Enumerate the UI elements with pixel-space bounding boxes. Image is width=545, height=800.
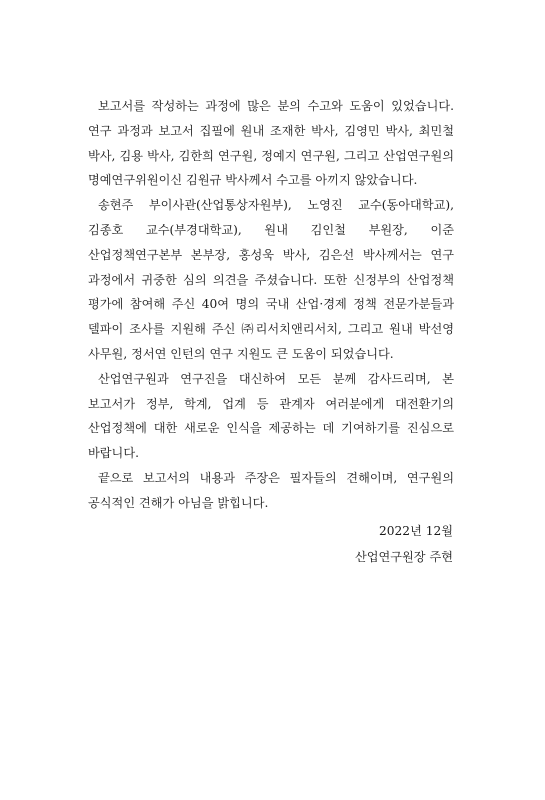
paragraph-gratitude: 산업연구원과 연구진을 대신하여 모든 분께 감사드리며, 본 보고서가 정부, 학계, 업계 등 관계자 여러분에게 대전환기의 산업정책에 대한 새로운 인식을 제공하는 데 기여하기를 진심으로 바랍니다. bbox=[88, 371, 454, 461]
paragraph-disclaimer: 끝으로 보고서의 내용과 주장은 필자들의 견해이며, 연구원의 공식적인 견해가 아님을 밝힙니다. bbox=[88, 470, 454, 510]
date-line: 2022년 12월 bbox=[379, 524, 453, 538]
signature-block bbox=[355, 518, 453, 570]
preface-body bbox=[88, 94, 454, 516]
paragraph-acknowledgement-staff: 보고서를 작성하는 과정에 많은 분의 수고와 도움이 있었습니다. 연구 과정과 보고서 집필에 원내 조재한 박사, 김영민 박사, 최민철 박사, 김용 박사, 김한희 연구원, 정예지 연구원, 그리고 산업연구원의 명예연구위원이신 김원규 박사께서 수고를 아끼지 않았습니다. bbox=[88, 99, 454, 188]
signatory-line: 산업연구원장 주현 bbox=[354, 550, 453, 564]
paragraph-acknowledgement-reviewers: 송현주 부이사관(산업통상자원부), 노영진 교수(동아대학교), 김종호 교수(부경대학교), 원내 김인철 부원장, 이준 산업정책연구본부 본부장, 홍성욱 박사, 김은선 박사께서는 연구 과정에서 귀중한 심의 의견을 주셨습니다. 또한 신정부의 산업정책 평가에 참여해 주신 40여 명의 국내 산업·경제 정책 전문가분들과 델파이 조사를 지원해 주신 ㈜리서치앤리서치, 그리고 원내 박선영 사무원, 정서연 인턴의 연구 지원도 큰 도움이 되었습니다. bbox=[88, 198, 454, 361]
